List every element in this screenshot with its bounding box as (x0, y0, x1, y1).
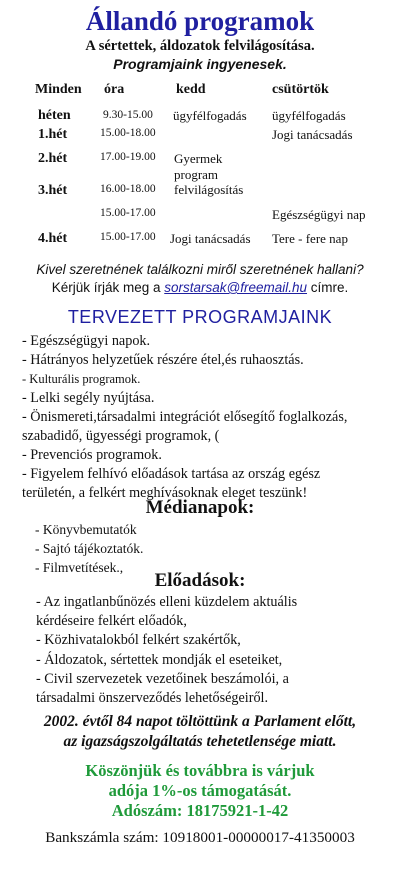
list-item: - Egészségügyi napok. (22, 333, 151, 349)
list-item: területén, a felkért meghívásoknak eleget teszünk! (22, 485, 308, 501)
schedule-row-label: héten (38, 108, 71, 123)
list-item: - Könyvbemutatók (35, 522, 137, 537)
schedule-kedd: ügyfélfogadás (173, 108, 247, 123)
list-item: - Lelki segély nyújtása. (22, 390, 155, 406)
page-title: Állandó programok (85, 6, 315, 36)
list-item: - Kulturális programok. (22, 372, 141, 386)
schedule-kedd: program (174, 167, 219, 182)
list-item: - Hátrányos helyzetűek részére étel,és ruhaosztás. (22, 352, 304, 368)
list-item: - Civil szervezetek vezetőinek beszámolói, a (36, 670, 289, 687)
list-item: - Sajtó tájékoztatók. (35, 541, 144, 556)
schedule-time: 15.00-18.00 (100, 127, 156, 139)
list-item: - Figyelem felhívó előadások tartása az ország egész (22, 466, 321, 482)
header-csutortok: csütörtök (272, 82, 329, 97)
schedule-row-label: 2.hét (38, 151, 68, 166)
list-item: - Az ingatlanbűnözés elleni küzdelem aktuális (36, 594, 298, 610)
contact-question: Kivel szeretnének találkozni miről szeretnének hallani? (36, 262, 364, 277)
planned-list (22, 332, 347, 503)
schedule-time: 17.00-19.00 (100, 151, 156, 163)
schedule-kedd: Gyermek (174, 151, 223, 166)
thanks-line2: adója 1%-os támogatását. (108, 781, 292, 800)
media-heading: Médianapok: (145, 497, 255, 518)
list-item: kérdéseire felkért előadók, (36, 613, 187, 630)
bank-account: Bankszámla szám: 10918001-00000017-41350003 (45, 829, 355, 846)
tax-number: Adószám: 18175921-1-42 (111, 801, 289, 820)
contact-request-post: címre. (307, 280, 349, 295)
lectures-list (36, 593, 297, 708)
free-note: Programjaink ingyenesek. (113, 56, 287, 72)
schedule-csutortok: Jogi tanácsadás (272, 127, 353, 142)
schedule-time: 15.00-17.00 (100, 231, 156, 243)
parliament-note-line1: 2002. évtől 84 napot töltöttünk a Parlament előtt, (43, 713, 357, 730)
schedule-time: 15.00-17.00 (100, 207, 156, 219)
schedule-csutortok: Egészségügyi nap (272, 207, 366, 222)
lectures-heading: Előadások: (154, 570, 246, 591)
subtitle: A sértettek, áldozatok felvilágosítása. (85, 38, 315, 54)
planned-heading: TERVEZETT PROGRAMJAINK (67, 307, 333, 327)
list-item: - Önismereti,társadalmi integrációt elősegítő foglalkozás, (22, 409, 348, 425)
list-item: - Prevenciós programok. (22, 447, 162, 463)
contact-request-pre: Kérjük írják meg a (51, 280, 165, 295)
schedule-row-label: 3.hét (38, 183, 68, 198)
list-item: - Áldozatok, sértettek mondják el eseteiket, (36, 651, 283, 668)
parliament-note-line2: az igazságszolgáltatás tehetetlensége miatt. (63, 733, 337, 750)
list-item: szabadidő, ügyességi programok, ( (22, 428, 220, 444)
schedule-csutortok: ügyfélfogadás (272, 108, 346, 123)
header-ora: óra (104, 82, 125, 97)
header-kedd: kedd (176, 82, 206, 97)
schedule-time: 9.30-15.00 (103, 109, 153, 121)
thanks-line1: Köszönjük és továbbra is várjuk (85, 761, 315, 780)
list-item: - Filmvetítések., (35, 560, 124, 575)
schedule-row-label: 1.hét (38, 127, 68, 142)
schedule-kedd: Jogi tanácsadás (170, 231, 251, 246)
list-item: társadalmi önszerveződés lehetőségeiről. (36, 690, 269, 707)
list-item: - Közhivatalokból felkért szakértők, (36, 632, 241, 649)
schedule-row-label: 4.hét (38, 231, 68, 246)
email-link[interactable]: sorstarsak@freemail.hu (164, 280, 308, 295)
schedule-csutortok: Tere - fere nap (272, 231, 348, 246)
schedule-time: 16.00-18.00 (100, 183, 156, 195)
contact-request (0, 280, 400, 295)
header-minden: Minden (35, 82, 82, 97)
schedule-kedd: felvilágosítás (174, 182, 244, 197)
media-list (35, 520, 143, 577)
